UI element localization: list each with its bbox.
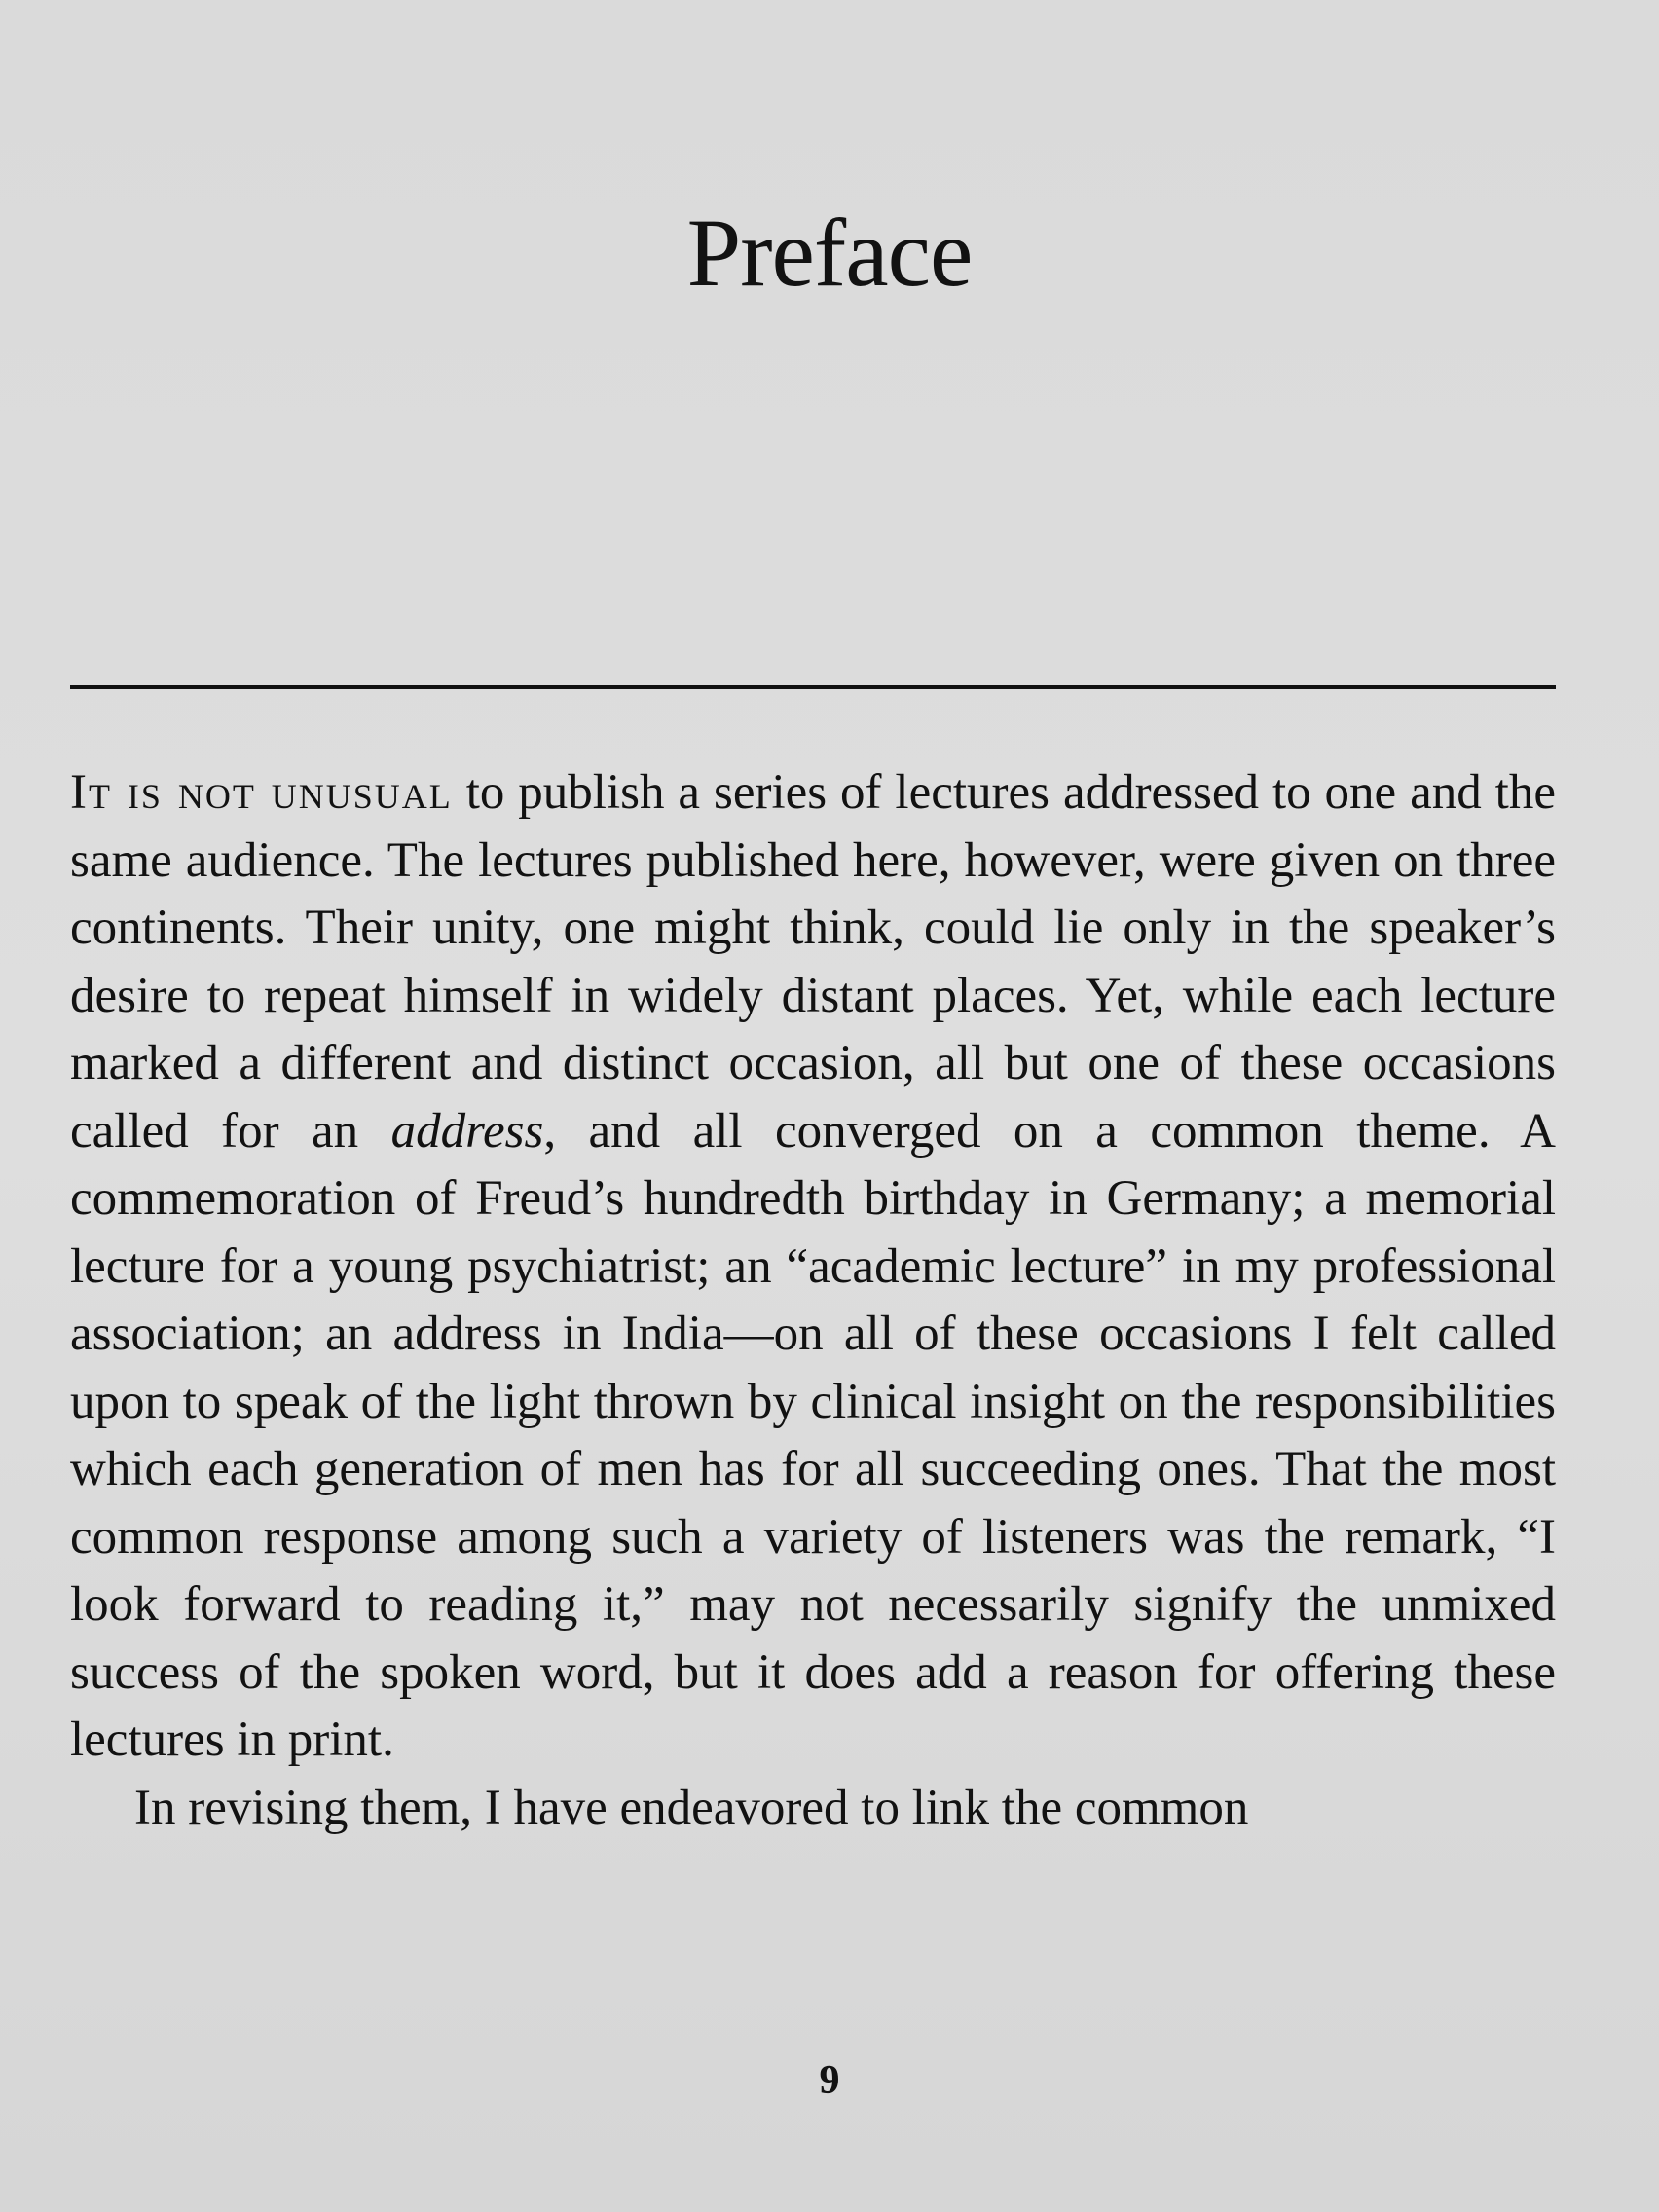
paragraph-1	[70, 759, 1556, 1775]
paragraph-2: In revising them, I have endeavored to link the common	[134, 1780, 1249, 1835]
paragraph-1-lead-small-caps: It is not unusual	[70, 765, 453, 820]
paragraph-1-text-after: , and all converged on a common theme. A commemoration of Freud’s hundredth birthday in Germany; a memorial lecture for a young psychiatrist; an “academic lecture” in my professional association; an address in India—on all of these occasions I felt called upon to speak of the light thrown by clinical insight on the responsibilities which each generation of men has for all succeeding ones. That the most common response among such a variety of listeners was the remark, “I look forward to reading it,” may not necessarily signify the unmixed success of the spoken word, but it does add a reason for offering these lectures in print.	[70, 1103, 1556, 1767]
page-number: 9	[819, 2058, 840, 2103]
paragraph-1-emphasis: address	[390, 1103, 544, 1159]
body-text	[70, 759, 1556, 1842]
paragraph-1-text: to publish a series of lectures addressed to one and the same audience. The lectures published here, however, were given on three continents. Their unity, one might think, could lie only in the speaker’s desire to repeat himself in widely distant places. Yet, while each lecture marked a different and distinct occasion, all but one of these occasions called for an	[70, 765, 1556, 1159]
page-title: Preface	[686, 199, 973, 307]
title-rule-divider	[70, 685, 1556, 689]
